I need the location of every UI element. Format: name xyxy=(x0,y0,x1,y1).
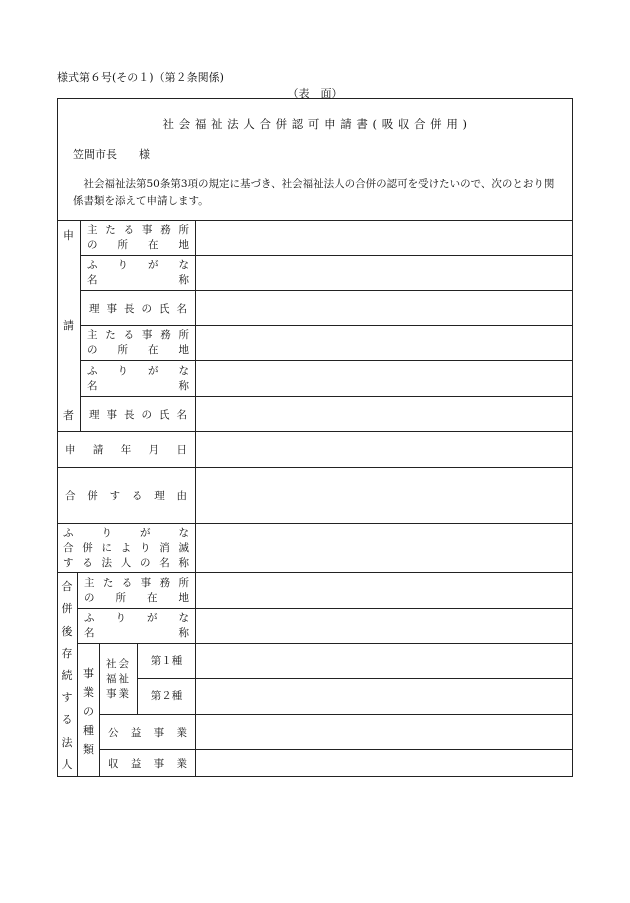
dissolved-furigana xyxy=(63,526,189,541)
surviving-name-input[interactable] xyxy=(196,609,573,644)
corp2-name-line2-char: 称 xyxy=(178,379,189,392)
type1-input[interactable] xyxy=(196,644,573,679)
business-type-char: 事 xyxy=(83,666,94,680)
form-number: 様式第６号(その１)（第２条関係) xyxy=(57,71,224,84)
corp2-name-label-cell xyxy=(81,361,196,397)
business-type-char: 類 xyxy=(83,742,94,756)
profit-input[interactable] xyxy=(196,750,573,777)
social-welfare-label-cell xyxy=(100,644,138,715)
merger-reason-input[interactable] xyxy=(196,468,573,524)
public-interest-label xyxy=(100,715,195,749)
corp1-office-label xyxy=(81,221,195,255)
dissolved-corp-input[interactable] xyxy=(196,524,573,573)
business-type-label xyxy=(78,644,99,777)
addressee-honorific: 様 xyxy=(139,148,150,161)
type1-text: 第１種 xyxy=(150,654,183,667)
corp1-name-label-cell xyxy=(81,256,196,291)
surviving-vertical-label-char: 存 xyxy=(61,646,73,660)
surviving-office-line2-char: 所 xyxy=(115,591,126,604)
dissolved-furigana-char: な xyxy=(178,526,189,539)
surviving-group-label xyxy=(57,573,78,777)
surviving-name-furigana xyxy=(84,611,189,626)
business-type-char: 業 xyxy=(83,685,94,699)
type2-label xyxy=(138,679,195,714)
public-interest-input[interactable] xyxy=(196,715,573,750)
dissolved-furigana-char: が xyxy=(140,526,151,539)
business-type-label-cell xyxy=(78,644,100,777)
corp1-name-label xyxy=(81,256,195,290)
corp1-chair-label xyxy=(81,291,195,325)
form-header xyxy=(57,98,573,221)
corp1-name-input[interactable] xyxy=(196,256,573,291)
corp2-chair-label-cell xyxy=(81,397,196,432)
social-welfare-line: 事業 xyxy=(106,687,131,700)
surviving-name-furigana-char: が xyxy=(147,612,158,624)
corp1-name-furigana-char: な xyxy=(178,259,189,271)
type2-label-cell xyxy=(138,679,196,715)
dissolved-corp-label xyxy=(57,524,195,572)
profit-text: 収 益 事 業 xyxy=(108,758,187,770)
application-date-label-cell xyxy=(57,432,196,468)
surviving-office-line2-char: の xyxy=(84,591,95,604)
corp2-name-input[interactable] xyxy=(196,361,573,397)
corp2-office-line2 xyxy=(87,343,189,358)
corp1-office-line2 xyxy=(87,238,189,253)
merger-reason-label-cell xyxy=(57,468,196,524)
corp1-office-line2-char: 所 xyxy=(117,239,128,251)
corp1-chair-label-cell xyxy=(81,291,196,326)
intro-text: 社会福祉法第50条第3項の規定に基づき、社会福祉法人の合併の認可を受けたいので、次のとおり関係書類を添えて申請します。 xyxy=(73,178,555,207)
application-date-input[interactable] xyxy=(196,432,573,468)
surviving-vertical-label-char: 合 xyxy=(61,580,73,594)
surviving-vertical-label-char: 続 xyxy=(61,668,73,682)
surviving-office-line2 xyxy=(84,591,189,606)
corp1-name-furigana-char: り xyxy=(117,259,128,271)
corp2-chair-label xyxy=(81,397,195,431)
surviving-name-line2-char: 名 xyxy=(84,627,95,639)
surviving-vertical-label xyxy=(57,573,77,777)
type1-label xyxy=(138,644,195,678)
corp1-chair-text: 理 事 長 の 氏 名 xyxy=(89,302,187,315)
profit-label xyxy=(100,750,195,777)
social-welfare-label xyxy=(100,644,137,714)
merger-reason-label xyxy=(57,468,195,523)
surviving-office-line2-char: 在 xyxy=(147,591,158,604)
surviving-office-label-cell xyxy=(78,573,196,609)
surviving-vertical-label-char: 後 xyxy=(61,624,73,638)
surviving-office-line2-char: 地 xyxy=(178,591,189,604)
applicant-label-char: 者 xyxy=(63,409,74,422)
corp1-name-furigana-char: ふ xyxy=(87,259,98,271)
public-interest-label-cell xyxy=(100,715,196,750)
applicant-vertical-label xyxy=(57,221,80,431)
social-welfare-line: 社会 xyxy=(106,657,131,670)
surviving-name-label xyxy=(78,609,195,643)
corp2-office-line2-char: 所 xyxy=(117,344,128,356)
business-type-char: 種 xyxy=(83,723,94,737)
dissolved-furigana-char: り xyxy=(101,526,112,539)
dissolved-furigana-char: ふ xyxy=(63,526,74,539)
surviving-vertical-label-char: 併 xyxy=(61,602,73,616)
corp2-chair-input[interactable] xyxy=(196,397,573,432)
surviving-vertical-label-char: 法 xyxy=(61,735,73,749)
corp1-name-line2 xyxy=(87,273,189,288)
addressee-name: 笠間市長 xyxy=(73,148,117,161)
type1-label-cell xyxy=(138,644,196,679)
surviving-name-furigana-char: な xyxy=(178,612,189,624)
corp2-office-line1: 主 た る 事 務 所 xyxy=(87,329,189,341)
corp1-chair-input[interactable] xyxy=(196,291,573,326)
type2-text: 第２種 xyxy=(150,690,183,702)
corp2-office-line2-char: 在 xyxy=(148,344,159,356)
business-type-char: の xyxy=(83,704,94,718)
surviving-office-label xyxy=(78,573,195,608)
surviving-name-furigana-char: ふ xyxy=(84,612,95,624)
corp2-name-furigana-char: ふ xyxy=(87,364,98,377)
profit-label-cell xyxy=(100,750,196,777)
corp1-office-line2-char: の xyxy=(87,239,98,251)
surviving-office-input[interactable] xyxy=(196,573,573,609)
application-date-text: 申 請 年 月 日 xyxy=(65,444,187,456)
document-title: 社 会 福 祉 法 人 合 併 認 可 申 請 書 ( 吸 収 合 併 用 ) xyxy=(162,117,468,131)
type2-input[interactable] xyxy=(196,679,573,715)
corp1-name-line2-char: 称 xyxy=(178,274,189,286)
dissolved-line3: す る 法 人 の 名 称 xyxy=(63,556,189,569)
corp1-office-line2-char: 地 xyxy=(178,239,189,251)
corp2-office-label-cell xyxy=(81,326,196,361)
corp2-name-label xyxy=(81,361,195,396)
corp1-name-furigana-char: が xyxy=(148,259,159,271)
merger-reason-text: 合 併 す る 理 由 xyxy=(65,490,187,502)
applicant-label-char: 申 xyxy=(63,229,74,242)
applicant-label-char: 請 xyxy=(63,319,74,332)
corp2-name-furigana-char: が xyxy=(148,364,159,377)
surviving-name-furigana-char: り xyxy=(115,612,126,624)
corp2-name-furigana xyxy=(87,364,189,379)
corp1-office-line1: 主 た る 事 務 所 xyxy=(87,224,189,236)
corp1-office-line2-char: 在 xyxy=(148,239,159,251)
surviving-name-line2 xyxy=(84,626,189,641)
surviving-vertical-label-char: す xyxy=(61,691,73,705)
addressee xyxy=(73,146,150,162)
corp1-office-label-cell xyxy=(81,221,196,256)
corp1-office-input[interactable] xyxy=(196,221,573,256)
surviving-name-label-cell xyxy=(78,609,196,644)
corp2-name-furigana-char: な xyxy=(178,364,189,377)
corp2-office-line2-char: の xyxy=(87,344,98,356)
corp2-name-line2 xyxy=(87,379,189,394)
corp2-chair-text: 理 事 長 の 氏 名 xyxy=(89,408,187,421)
corp1-name-line2-char: 名 xyxy=(87,274,98,286)
public-interest-text: 公 益 事 業 xyxy=(108,726,187,739)
social-welfare-line: 福祉 xyxy=(106,672,131,685)
side-label: （表 面） xyxy=(287,87,343,100)
corp2-name-furigana-char: り xyxy=(117,364,128,377)
corp2-office-line2-char: 地 xyxy=(178,344,189,356)
applicant-group-label xyxy=(57,221,81,432)
dissolved-line2: 合 併 に よ り 消 滅 xyxy=(63,541,189,554)
surviving-vertical-label-char: る xyxy=(61,713,73,727)
surviving-office-line1: 主 た る 事 務 所 xyxy=(84,576,189,589)
application-date-label xyxy=(57,432,195,467)
dissolved-corp-label-cell xyxy=(57,524,196,573)
corp2-office-label xyxy=(81,326,195,360)
surviving-name-line2-char: 称 xyxy=(178,627,189,639)
surviving-vertical-label-char: 人 xyxy=(61,757,73,771)
corp2-office-input[interactable] xyxy=(196,326,573,361)
corp2-name-line2-char: 名 xyxy=(87,379,98,392)
corp1-name-furigana xyxy=(87,258,189,273)
